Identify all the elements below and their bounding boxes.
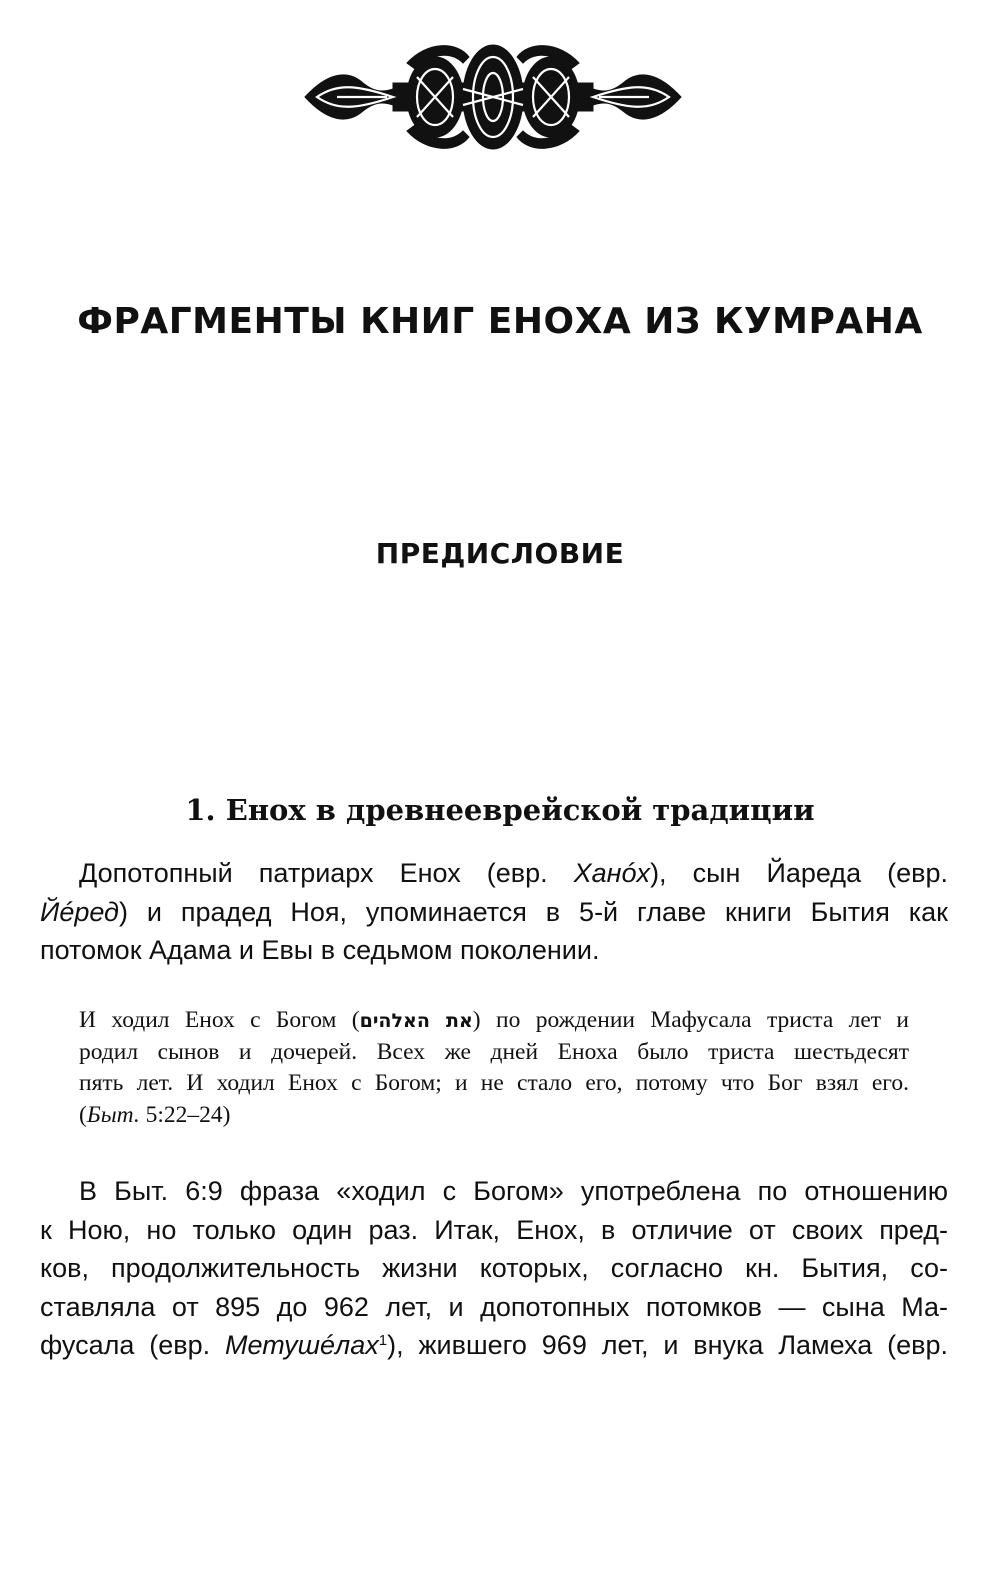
body-paragraph-1 — [40, 854, 948, 970]
text-run: ), жившего 969 лет, и внука Ламеха (евр. — [387, 1330, 948, 1360]
paragraph-line: ставляла от 895 до 962 лет, и допотопных потомков — сына Ма- — [40, 1291, 948, 1322]
hebrew-phrase: את האלהים — [359, 1010, 473, 1032]
quote-line: родил сынов и дочерей. Всех же дней Еноха было триста шестьдесят — [79, 1038, 909, 1065]
body-paragraph-2 — [40, 1172, 948, 1365]
italic-term: Метушéлах — [225, 1330, 379, 1360]
section-heading: 1. Енох в древнееврейской традиции — [185, 793, 815, 827]
italic-term: Ханóх — [573, 858, 651, 888]
paragraph-line: потомок Адама и Евы в седьмом поколении. — [40, 935, 600, 965]
text-run: ), сын Йареда (евр. — [650, 858, 948, 888]
paragraph-line — [40, 1326, 948, 1365]
text-run: ( — [79, 1101, 87, 1128]
text-run: И ходил Енох с Богом ( — [79, 1007, 360, 1033]
paragraph-line: к Ною, но только один раз. Итак, Енох, в отличие от своих пред- — [40, 1214, 948, 1245]
paragraph-line: ков, продолжительность жизни которых, согласно кн. Бытия, со- — [40, 1253, 948, 1283]
paragraph-line: В Быт. 6:9 фраза «ходил с Богом» употреблена по отношению — [79, 1176, 948, 1206]
quote-reference — [79, 1100, 909, 1132]
footnote-marker[interactable]: 1 — [378, 1332, 388, 1349]
book-title: ФРАГМЕНТЫ КНИГ ЕНОХА ИЗ КУМРАНА — [77, 301, 923, 342]
scripture-quote — [79, 1005, 909, 1131]
text-run: 5:22–24) — [139, 1101, 231, 1128]
italic-term: Йéред — [40, 896, 119, 927]
quote-line: пять лет. И ходил Енох с Богом; и не стало его, потому что Бог взял его. — [79, 1070, 909, 1096]
paragraph-line — [40, 854, 948, 893]
text-run: фусала (евр. — [40, 1330, 225, 1360]
text-run: Допотопный патриарх Енох (евр. — [79, 858, 574, 888]
text-run: ) и прадед Ноя, упоминается в 5-й главе книги Бытия как — [118, 896, 948, 927]
paragraph-line — [40, 893, 948, 932]
quote-line — [79, 1005, 909, 1037]
text-run: ) по рождении Мафусала триста лет и — [472, 1007, 909, 1033]
italic-term: Быт. — [86, 1101, 140, 1128]
decorative-ornament — [297, 33, 689, 161]
preface-title: ПРЕДИСЛОВИЕ — [375, 537, 625, 570]
